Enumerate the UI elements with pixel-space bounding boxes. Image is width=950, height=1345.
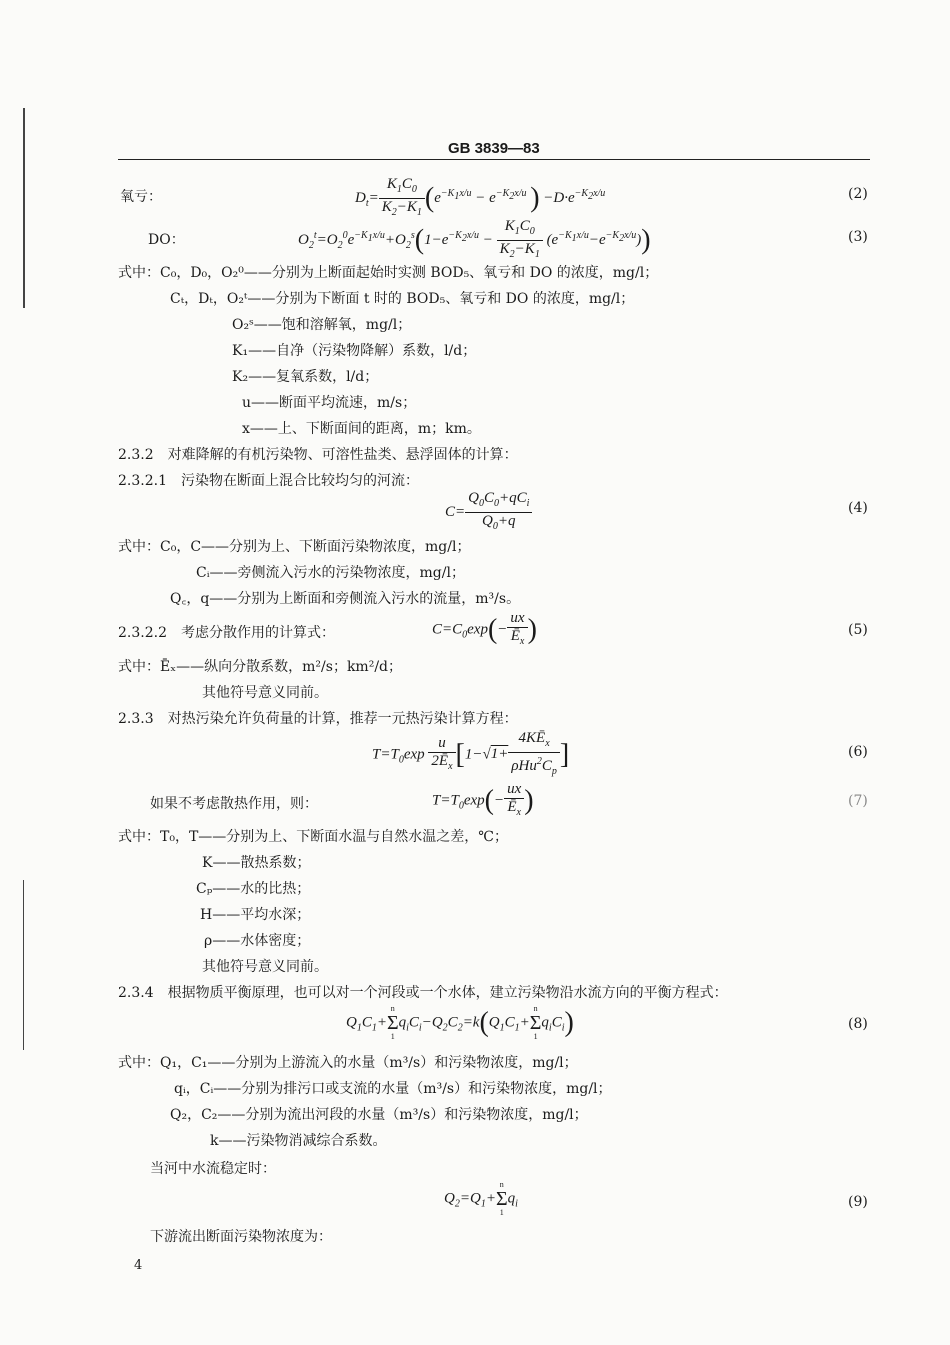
def-line: Q₂，C₂——分别为流出河段的水量（m³/s）和污染物浓度，mg/l； [170, 1107, 588, 1123]
eq3-label: DO： [148, 232, 185, 248]
def-line: 式中：Ēₓ——纵向分散系数，m²/s；km²/d； [118, 659, 402, 675]
body-text: 下游流出断面污染物浓度为： [150, 1229, 332, 1245]
def-line: Cₚ——水的比热； [196, 881, 311, 897]
def-line: 式中：C₀，C——分别为上、下断面污染物浓度，mg/l； [118, 539, 471, 555]
equation-4: C= $\frac{Q_0C_0+qC_i}{Q_0+q}$ [445, 490, 532, 535]
section-heading: 2.3.2.2 考虑分散作用的计算式： [118, 625, 335, 641]
equation-7: $T=T_0\exp(-$ $\frac{ux}{Ē_x}$ ) [432, 781, 534, 818]
def-line: x——上、下断面间的距离，m；km。 [242, 421, 481, 437]
def-line: 式中：Q₁，C₁——分别为上游流入的水量（m³/s）和污染物浓度，mg/l； [118, 1055, 578, 1071]
equation-6: $T=T_0\exp$ $\frac{u}{2Ē_x}$ [1−√1+ $\frac{4KĒ_x}{\rho Hu^2C_p}$ ] [372, 730, 570, 777]
equation-2: $D_t=$ $\frac{K_1C_0}{K_2-K_1}$ ($e^{-K_1x/u} - e^{-K_2x/u}$ ) $-D\cdot e^{-K_2x/u}$ [355, 176, 606, 218]
def-line: K₁——自净（污染物降解）系数，l/d； [232, 343, 477, 359]
def-line: K——散热系数； [202, 855, 311, 871]
eq2-number: (2) [848, 186, 868, 202]
section-heading: 2.3.4 根据物质平衡原理，也可以对一个河段或一个水体，建立污染物沿水流方向的平衡方程式： [118, 985, 728, 1001]
def-line: O₂ˢ——饱和溶解氧，mg/l； [232, 317, 412, 333]
eq8-number: (8) [848, 1016, 868, 1032]
def-line: H——平均水深； [200, 907, 311, 923]
equation-8: $Q_1C_1+$ n Σ 1 $q_iC_i-Q_2C_2=k(Q_1C_1+$ n Σ 1 $q_iC_i$) [346, 1004, 574, 1041]
eq3-number: (3) [848, 229, 868, 245]
def-line: Cₜ，Dₜ，O₂ᵗ——分别为下断面 t 时的 BOD₅、氧亏和 DO 的浓度，mg/l； [170, 291, 635, 307]
page-number: 4 [134, 1258, 143, 1273]
eq7-label: 如果不考虑散热作用，则： [150, 796, 318, 812]
def-line: K₂——复氧系数，l/d； [232, 369, 379, 385]
def-line: Cᵢ——旁侧流入污水的污染物浓度，mg/l； [196, 565, 465, 581]
header-rule [118, 159, 870, 160]
header-standard: GB 3839—83 [448, 140, 540, 157]
eq4-number: (4) [848, 500, 868, 516]
def-line: qᵢ，Cᵢ——分别为排污口或支流的水量（m³/s）和污染物浓度，mg/l； [174, 1081, 612, 1097]
eq6-number: (6) [848, 744, 868, 760]
def-line: 式中：T₀，T——分别为上、下断面水温与自然水温之差，℃； [118, 829, 508, 845]
def-line: 其他符号意义同前。 [202, 685, 328, 701]
margin-mark [23, 108, 25, 308]
eq5-number: (5) [848, 622, 868, 638]
section-heading: 2.3.2 对难降解的有机污染物、可溶性盐类、悬浮固体的计算： [118, 447, 518, 463]
equation-9: $Q_2=Q_1+$ n Σ 1 $q_i$ [444, 1180, 518, 1217]
margin-mark [23, 880, 24, 1050]
eq2-label: 氧亏： [120, 189, 162, 205]
eq9-number: (9) [848, 1194, 868, 1210]
section-heading: 2.3.3 对热污染允许负荷量的计算，推荐一元热污染计算方程： [118, 711, 518, 727]
def-line: u——断面平均流速，m/s； [242, 395, 417, 411]
def-line: 其他符号意义同前。 [202, 959, 328, 975]
body-text: 当河中水流稳定时： [150, 1161, 276, 1177]
equation-3: $O_2^t=O_2^0e^{-K_1x/u}+O_2^s(1-e^{-K_2x/u}$ − $\frac{K_1C_0}{K_2-K_1}$ $(e^{-K_1x/u}-e^{-K_2x/u})$) [298, 218, 651, 260]
section-heading: 2.3.2.1 污染物在断面上混合比较均匀的河流： [118, 473, 419, 489]
def-line: k——污染物消减综合系数。 [210, 1133, 387, 1149]
eq7-number: (7) [848, 793, 868, 809]
def-line: Q꜀，q——分别为上断面和旁侧流入污水的流量，m³/s。 [170, 591, 521, 607]
def-line: 式中：C₀，D₀，O₂⁰——分别为上断面起始时实测 BOD₅、氧亏和 DO 的浓度，mg/l； [118, 265, 659, 281]
def-line: ρ——水体密度； [204, 933, 311, 949]
equation-5: $C=C_0\exp(-$ $\frac{ux}{Ē_x}$ ) [432, 610, 537, 647]
